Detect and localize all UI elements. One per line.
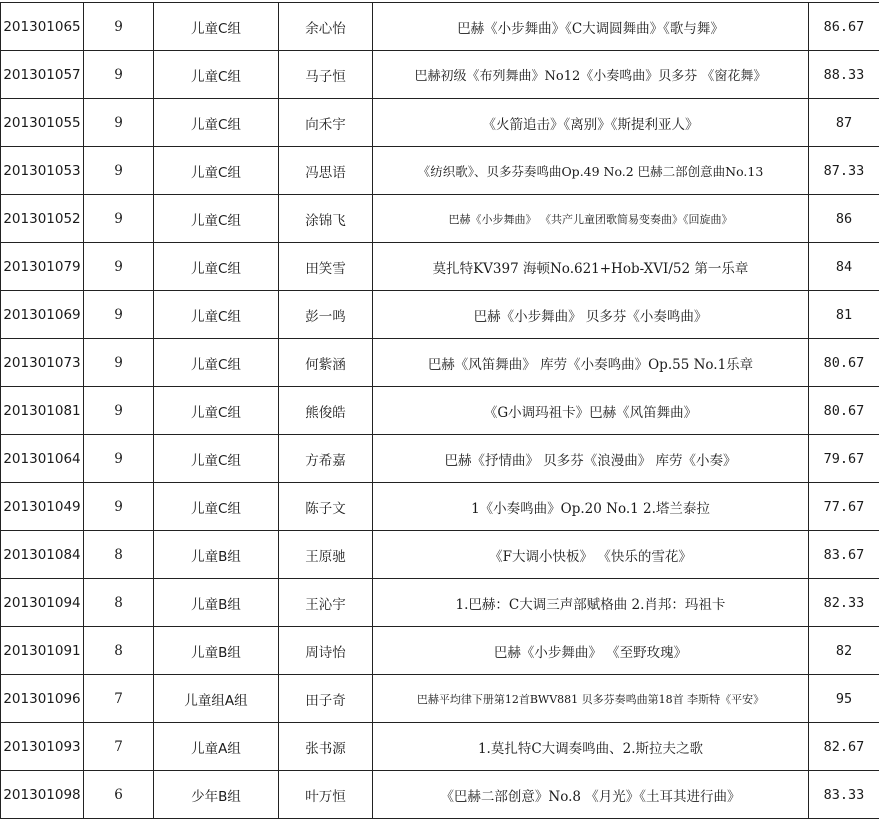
- results-table: [0, 2, 879, 819]
- group-cell: 儿童组A组: [154, 675, 279, 723]
- score-cell: 82.67: [809, 723, 879, 771]
- pieces-cell: 1.莫扎特C大调奏鸣曲、2.斯拉夫之歌: [373, 723, 809, 771]
- score-cell: 87.33: [809, 147, 879, 195]
- pieces-cell: 巴赫《小步舞曲》《C大调圆舞曲》《歌与舞》: [373, 3, 809, 51]
- name-cell: 向禾宇: [279, 99, 373, 147]
- group-cell: 儿童C组: [154, 435, 279, 483]
- pieces-cell: 巴赫《小步舞曲》 《共产儿童团歌简易变奏曲》《回旋曲》: [373, 195, 809, 243]
- group-cell: 儿童C组: [154, 387, 279, 435]
- entry-id-cell: 201301096: [1, 675, 84, 723]
- results-table-body: [1, 3, 879, 819]
- table-row: [1, 243, 879, 291]
- entry-id-cell: 201301098: [1, 771, 84, 819]
- table-row: [1, 387, 879, 435]
- pieces-cell: 巴赫《小步舞曲》 贝多芬《小奏鸣曲》: [373, 291, 809, 339]
- entry-id-cell: 201301084: [1, 531, 84, 579]
- name-cell: 张书源: [279, 723, 373, 771]
- group-cell: 儿童C组: [154, 3, 279, 51]
- name-cell: 何紫涵: [279, 339, 373, 387]
- name-cell: 周诗怡: [279, 627, 373, 675]
- age-cell: 8: [84, 579, 154, 627]
- pieces-cell: 莫扎特KV397 海顿No.621+Hob-XVI/52 第一乐章: [373, 243, 809, 291]
- pieces-cell: 《火箭追击》《离别》《斯提利亚人》: [373, 99, 809, 147]
- table-row: [1, 99, 879, 147]
- table-row: [1, 531, 879, 579]
- age-cell: 9: [84, 243, 154, 291]
- age-cell: 9: [84, 195, 154, 243]
- pieces-cell: 巴赫《风笛舞曲》 库劳《小奏鸣曲》Op.55 No.1乐章: [373, 339, 809, 387]
- name-cell: 冯思语: [279, 147, 373, 195]
- name-cell: 田笑雪: [279, 243, 373, 291]
- age-cell: 9: [84, 51, 154, 99]
- table-row: [1, 195, 879, 243]
- name-cell: 王沁宇: [279, 579, 373, 627]
- age-cell: 9: [84, 387, 154, 435]
- group-cell: 少年B组: [154, 771, 279, 819]
- table-row: [1, 483, 879, 531]
- entry-id-cell: 201301079: [1, 243, 84, 291]
- name-cell: 熊俊皓: [279, 387, 373, 435]
- name-cell: 陈子文: [279, 483, 373, 531]
- name-cell: 叶万恒: [279, 771, 373, 819]
- pieces-cell: 《F大调小快板》 《快乐的雪花》: [373, 531, 809, 579]
- table-row: [1, 675, 879, 723]
- score-cell: 80.67: [809, 387, 879, 435]
- entry-id-cell: 201301081: [1, 387, 84, 435]
- name-cell: 方希嘉: [279, 435, 373, 483]
- age-cell: 9: [84, 483, 154, 531]
- age-cell: 9: [84, 3, 154, 51]
- entry-id-cell: 201301053: [1, 147, 84, 195]
- score-cell: 83.33: [809, 771, 879, 819]
- pieces-cell: 1《小奏鸣曲》Op.20 No.1 2.塔兰泰拉: [373, 483, 809, 531]
- age-cell: 9: [84, 99, 154, 147]
- entry-id-cell: 201301057: [1, 51, 84, 99]
- score-cell: 82: [809, 627, 879, 675]
- name-cell: 涂锦飞: [279, 195, 373, 243]
- score-cell: 95: [809, 675, 879, 723]
- table-row: [1, 579, 879, 627]
- entry-id-cell: 201301069: [1, 291, 84, 339]
- group-cell: 儿童A组: [154, 723, 279, 771]
- entry-id-cell: 201301093: [1, 723, 84, 771]
- age-cell: 6: [84, 771, 154, 819]
- score-cell: 86: [809, 195, 879, 243]
- entry-id-cell: 201301091: [1, 627, 84, 675]
- entry-id-cell: 201301049: [1, 483, 84, 531]
- score-cell: 77.67: [809, 483, 879, 531]
- group-cell: 儿童C组: [154, 99, 279, 147]
- age-cell: 9: [84, 435, 154, 483]
- name-cell: 马子恒: [279, 51, 373, 99]
- score-cell: 84: [809, 243, 879, 291]
- pieces-cell: 巴赫《小步舞曲》 《至野玫瑰》: [373, 627, 809, 675]
- table-row: [1, 723, 879, 771]
- score-cell: 83.67: [809, 531, 879, 579]
- score-cell: 80.67: [809, 339, 879, 387]
- age-cell: 8: [84, 627, 154, 675]
- score-cell: 81: [809, 291, 879, 339]
- age-cell: 7: [84, 723, 154, 771]
- age-cell: 9: [84, 339, 154, 387]
- entry-id-cell: 201301073: [1, 339, 84, 387]
- entry-id-cell: 201301064: [1, 435, 84, 483]
- score-cell: 82.33: [809, 579, 879, 627]
- score-cell: 88.33: [809, 51, 879, 99]
- group-cell: 儿童C组: [154, 483, 279, 531]
- pieces-cell: 巴赫平均律下册第12首BWV881 贝多芬奏鸣曲第18首 李斯特《平安》: [373, 675, 809, 723]
- name-cell: 王原驰: [279, 531, 373, 579]
- pieces-cell: 《巴赫二部创意》No.8 《月光》《土耳其进行曲》: [373, 771, 809, 819]
- entry-id-cell: 201301065: [1, 3, 84, 51]
- group-cell: 儿童C组: [154, 339, 279, 387]
- table-row: [1, 3, 879, 51]
- name-cell: 田子奇: [279, 675, 373, 723]
- table-row: [1, 627, 879, 675]
- group-cell: 儿童C组: [154, 51, 279, 99]
- group-cell: 儿童B组: [154, 627, 279, 675]
- group-cell: 儿童C组: [154, 147, 279, 195]
- name-cell: 彭一鸣: [279, 291, 373, 339]
- group-cell: 儿童C组: [154, 243, 279, 291]
- entry-id-cell: 201301055: [1, 99, 84, 147]
- table-row: [1, 771, 879, 819]
- table-row: [1, 51, 879, 99]
- table-row: [1, 339, 879, 387]
- table-row: [1, 147, 879, 195]
- score-cell: 79.67: [809, 435, 879, 483]
- pieces-cell: 1.巴赫：C大调三声部赋格曲 2.肖邦：玛祖卡: [373, 579, 809, 627]
- age-cell: 8: [84, 531, 154, 579]
- age-cell: 9: [84, 147, 154, 195]
- group-cell: 儿童C组: [154, 195, 279, 243]
- group-cell: 儿童C组: [154, 291, 279, 339]
- entry-id-cell: 201301052: [1, 195, 84, 243]
- group-cell: 儿童B组: [154, 531, 279, 579]
- pieces-cell: 《纺织歌》、贝多芬奏鸣曲Op.49 No.2 巴赫二部创意曲No.13: [373, 147, 809, 195]
- age-cell: 7: [84, 675, 154, 723]
- pieces-cell: 《G小调玛祖卡》巴赫《风笛舞曲》: [373, 387, 809, 435]
- group-cell: 儿童B组: [154, 579, 279, 627]
- score-cell: 87: [809, 99, 879, 147]
- score-cell: 86.67: [809, 3, 879, 51]
- table-row: [1, 435, 879, 483]
- table-row: [1, 291, 879, 339]
- pieces-cell: 巴赫《抒情曲》 贝多芬《浪漫曲》 库劳《小奏》: [373, 435, 809, 483]
- entry-id-cell: 201301094: [1, 579, 84, 627]
- age-cell: 9: [84, 291, 154, 339]
- pieces-cell: 巴赫初级《布列舞曲》No12《小奏鸣曲》贝多芬 《窗花舞》: [373, 51, 809, 99]
- name-cell: 余心怡: [279, 3, 373, 51]
